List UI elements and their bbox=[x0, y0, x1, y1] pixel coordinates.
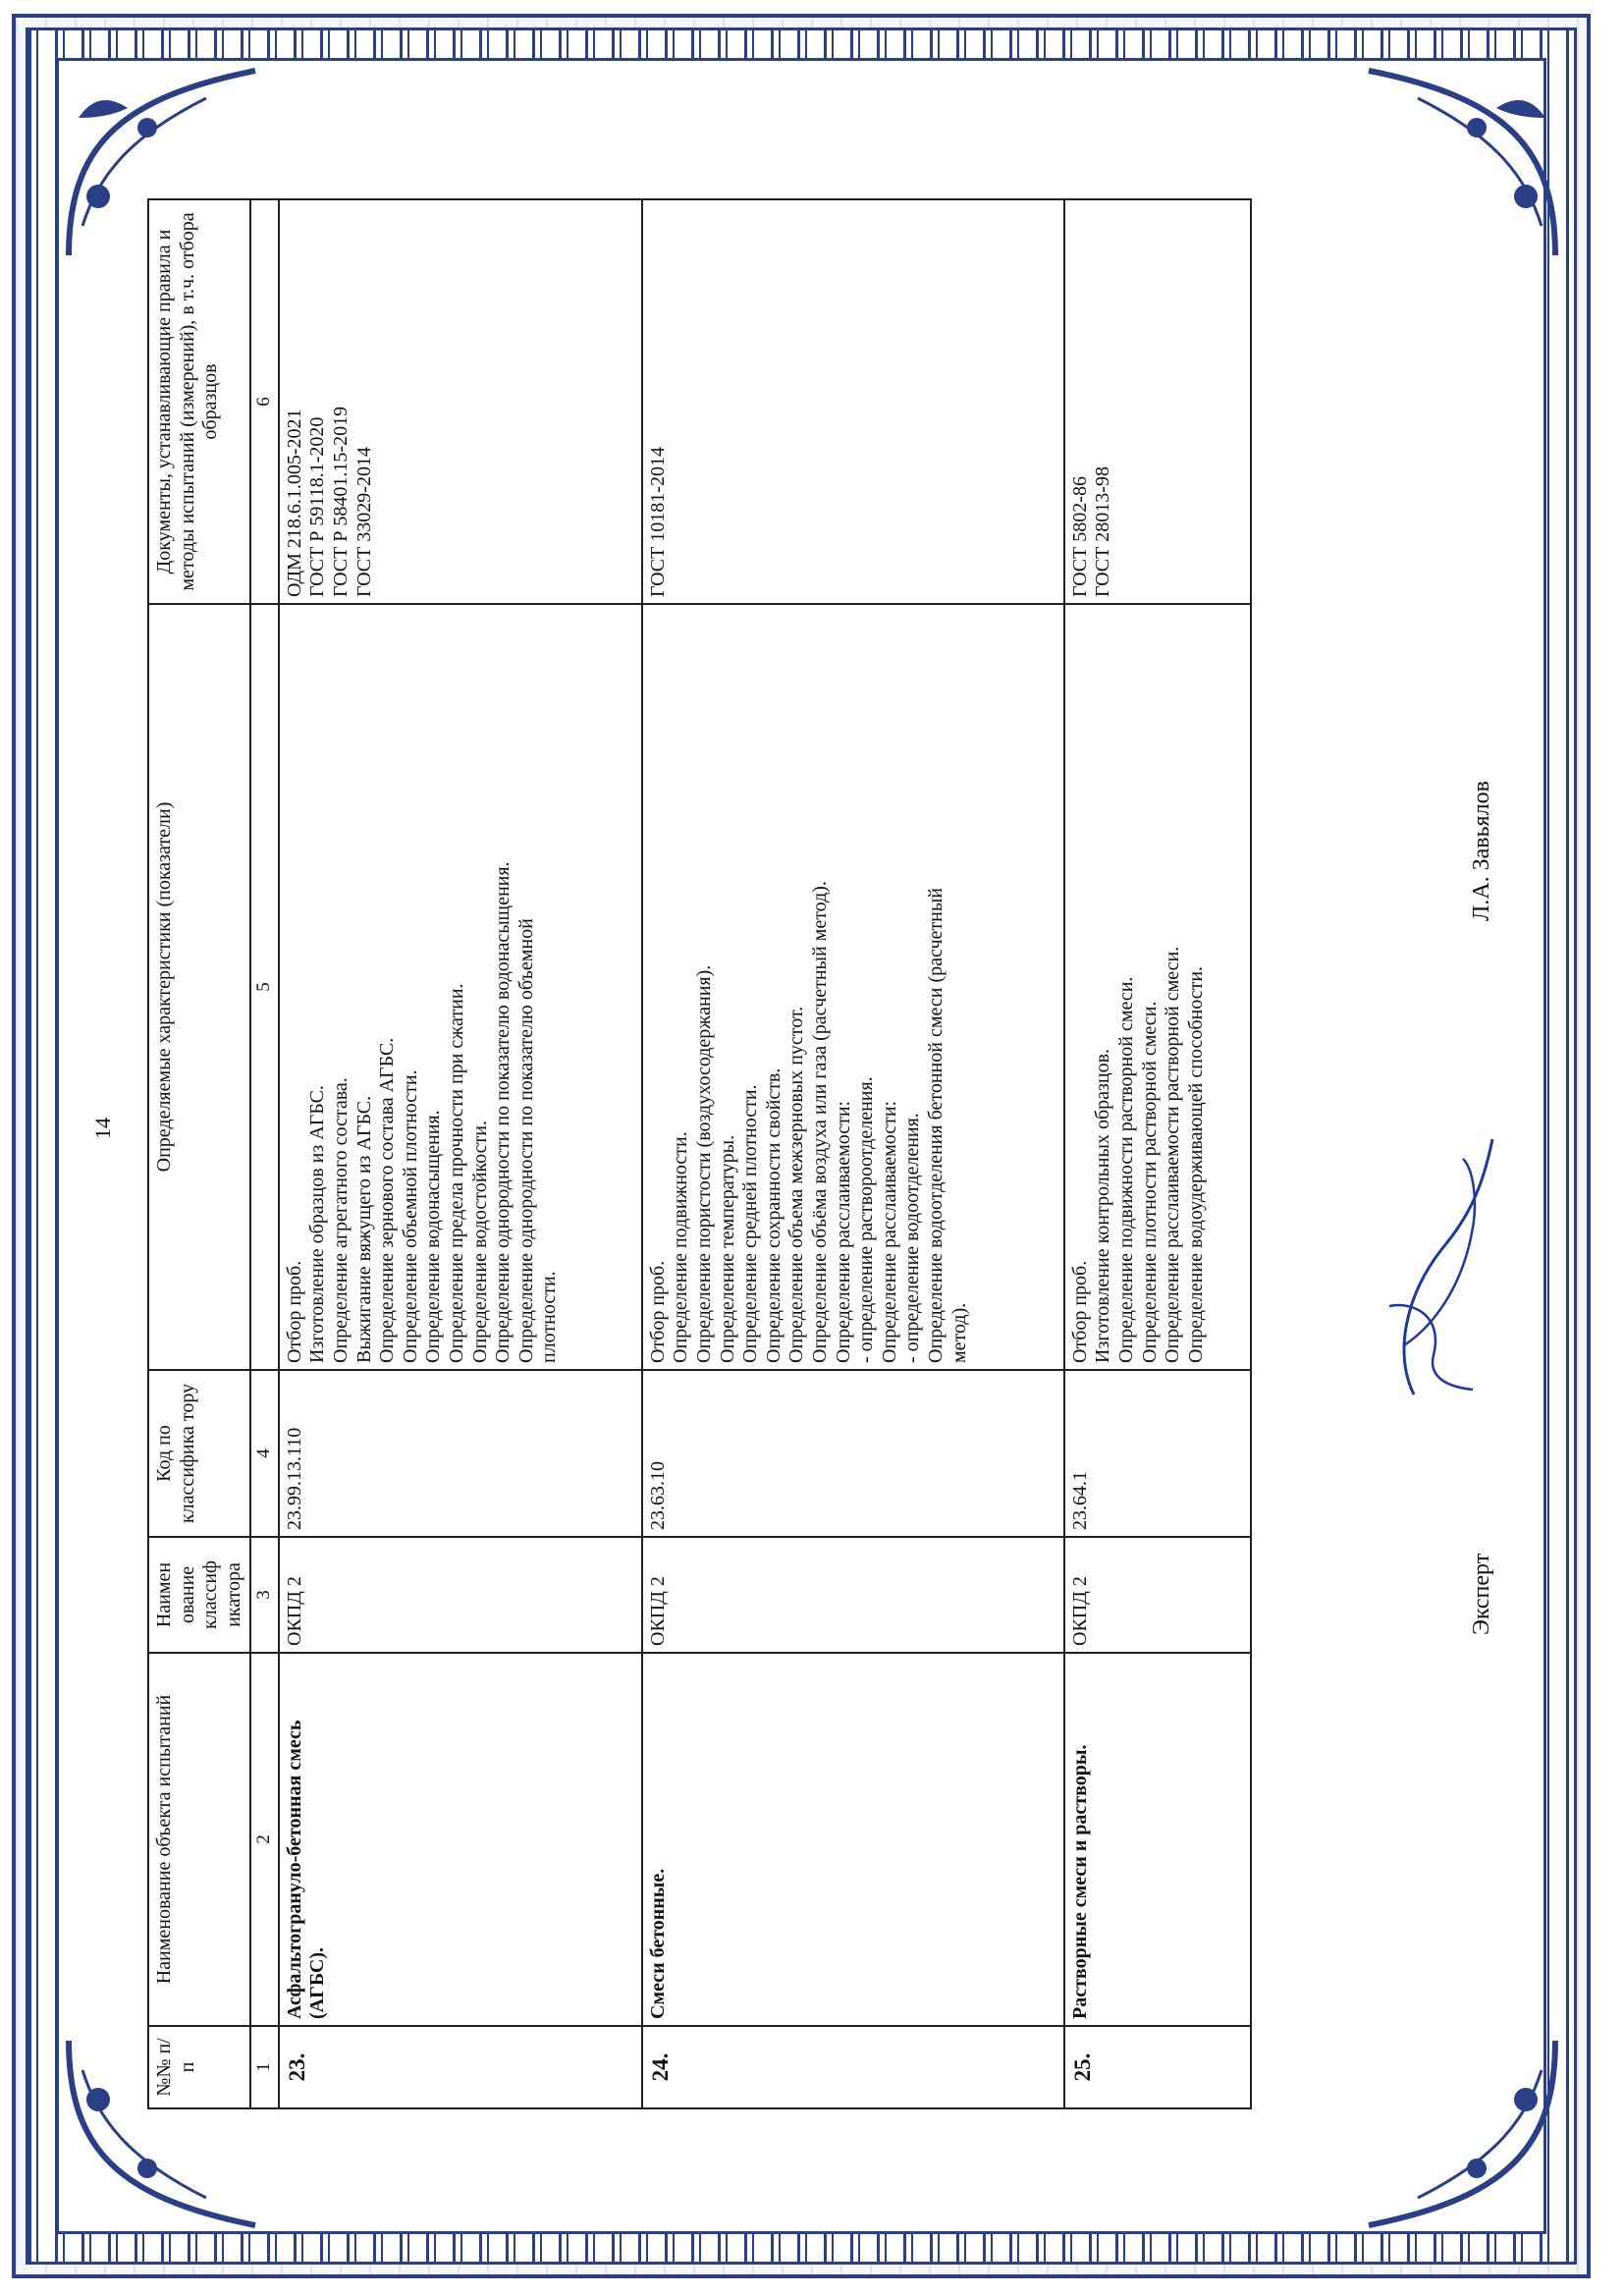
characteristics-list bbox=[642, 604, 1064, 1370]
header-num: №№ п/п bbox=[148, 2026, 250, 2108]
table-row bbox=[1064, 199, 1251, 2108]
characteristic-item: Отбор проб. bbox=[646, 1260, 669, 1363]
characteristic-item: Изготовление контрольных образцов. bbox=[1092, 1048, 1114, 1363]
classifier-code: 23.64.1 bbox=[1064, 1370, 1251, 1537]
document-item: ГОСТ 10181-2014 bbox=[646, 447, 669, 597]
header-object: Наименование объекта испытаний bbox=[148, 1653, 250, 2026]
rotated-table-block bbox=[147, 200, 1451, 2109]
expert-label: Эксперт bbox=[1469, 1553, 1494, 1635]
characteristic-item: Определение сохранности свойств. bbox=[762, 1067, 785, 1363]
characteristic-item: плотности. bbox=[538, 1271, 561, 1363]
characteristic-item: Определение однородности по показателю объемной bbox=[514, 918, 537, 1363]
characteristic-item: Определение объема межзерновых пустот. bbox=[785, 1006, 808, 1363]
classifier-name: ОКПД 2 bbox=[279, 1537, 642, 1653]
document-item: ГОСТ 5802-86 bbox=[1068, 476, 1091, 597]
characteristic-item: Отбор проб. bbox=[283, 1260, 305, 1363]
header-characteristics: Определяемые характеристики (показатели) bbox=[148, 604, 250, 1370]
characteristic-item: Определение водонасыщения. bbox=[422, 1110, 445, 1363]
characteristic-item: Определение температуры. bbox=[716, 1134, 738, 1363]
classifier-code: 23.99.13.110 bbox=[279, 1370, 642, 1537]
characteristic-item: Определение водоудерживающей способности. bbox=[1184, 965, 1207, 1363]
column-number: 1 bbox=[250, 2026, 278, 2108]
header-classifier: Наимен ование классиф икатора bbox=[148, 1537, 250, 1653]
row-number: 25. bbox=[1064, 2026, 1251, 2108]
expert-signature bbox=[1375, 1129, 1512, 1414]
characteristic-item: Изготовление образцов из АГБС. bbox=[306, 1085, 329, 1363]
characteristic-item: Определение агрегатного состава. bbox=[329, 1077, 352, 1363]
header-code: Код по классифика тору bbox=[148, 1370, 250, 1537]
header-documents: Документы, устанавливающие правила и методы испытаний (измерений), в т.ч. отбора образцов bbox=[148, 199, 250, 604]
column-number: 4 bbox=[250, 1370, 278, 1537]
accreditation-scope-table bbox=[147, 198, 1252, 2109]
classifier-code: 23.63.10 bbox=[642, 1370, 1064, 1537]
characteristic-item: - определение водоотделения. bbox=[901, 1113, 924, 1363]
table-header-row bbox=[148, 199, 250, 2108]
column-number: 3 bbox=[250, 1537, 278, 1653]
documents-list bbox=[642, 199, 1064, 604]
document-item: ГОСТ Р 58401.15-2019 bbox=[329, 406, 352, 597]
page-number: 14 bbox=[90, 1118, 115, 1139]
classifier-name: ОКПД 2 bbox=[642, 1537, 1064, 1653]
characteristic-item: Определение средней плотности. bbox=[739, 1084, 762, 1363]
table-row bbox=[642, 199, 1064, 2108]
characteristics-list bbox=[1064, 604, 1251, 1370]
document-item: ГОСТ 28013-98 bbox=[1092, 466, 1114, 597]
characteristic-item: Определение предела прочности при сжатии. bbox=[445, 983, 467, 1363]
characteristic-item: Определение пористости (воздухосодержания). bbox=[692, 964, 715, 1363]
characteristic-item: Определение объемной плотности. bbox=[399, 1069, 421, 1363]
column-number: 6 bbox=[250, 199, 278, 604]
column-number: 5 bbox=[250, 604, 278, 1370]
characteristic-item: Определение однородности по показателю водонасыщения. bbox=[492, 861, 514, 1363]
characteristic-item: Определение объёма воздуха или газа (расчетный метод). bbox=[808, 881, 831, 1363]
characteristic-item: Определение расслаиваемости растворной смеси. bbox=[1162, 946, 1184, 1363]
test-object-name: Асфальтогрануло-бетонная смесь (АГБС). bbox=[279, 1653, 642, 2026]
characteristic-item: Определение водостойкости. bbox=[468, 1121, 491, 1363]
characteristic-item: Определение водоотделения бетонной смеси (расчетный bbox=[924, 888, 947, 1363]
classifier-name: ОКПД 2 bbox=[1064, 1537, 1251, 1653]
column-number: 2 bbox=[250, 1653, 278, 2026]
documents-list bbox=[279, 199, 642, 604]
document-item: ОДМ 218.6.1.005-2021 bbox=[283, 409, 305, 597]
characteristic-item: Определение подвижности растворной смеси. bbox=[1114, 976, 1137, 1363]
characteristics-list bbox=[279, 604, 642, 1370]
row-number: 23. bbox=[279, 2026, 642, 2108]
row-number: 24. bbox=[642, 2026, 1064, 2108]
characteristic-item: Определение расслаиваемости: bbox=[878, 1100, 900, 1363]
test-object-name: Растворные смеси и растворы. bbox=[1064, 1653, 1251, 2026]
characteristic-item: Определение зернового состава АГБС. bbox=[376, 1037, 399, 1363]
test-object-name: Смеси бетонные. bbox=[642, 1653, 1064, 2026]
column-number-row bbox=[250, 199, 278, 2108]
document-item: ГОСТ Р 59118.1-2020 bbox=[306, 416, 329, 597]
characteristic-item: Определение плотности растворной смеси. bbox=[1138, 1001, 1161, 1363]
table-row bbox=[279, 199, 642, 2108]
characteristic-item: Отбор проб. bbox=[1068, 1260, 1091, 1363]
characteristic-item: Выжигание вяжущего из АГБС. bbox=[352, 1095, 375, 1363]
expert-name: Л.А. Завьялов bbox=[1469, 781, 1494, 921]
characteristic-item: - определение раствороотделения. bbox=[855, 1076, 878, 1363]
characteristic-item: Определение расслаиваемости: bbox=[832, 1100, 854, 1363]
documents-list bbox=[1064, 199, 1251, 604]
characteristic-item: Определение подвижности. bbox=[670, 1131, 692, 1363]
document-item: ГОСТ 33029-2014 bbox=[352, 447, 375, 597]
characteristic-item: метод). bbox=[947, 1302, 970, 1363]
